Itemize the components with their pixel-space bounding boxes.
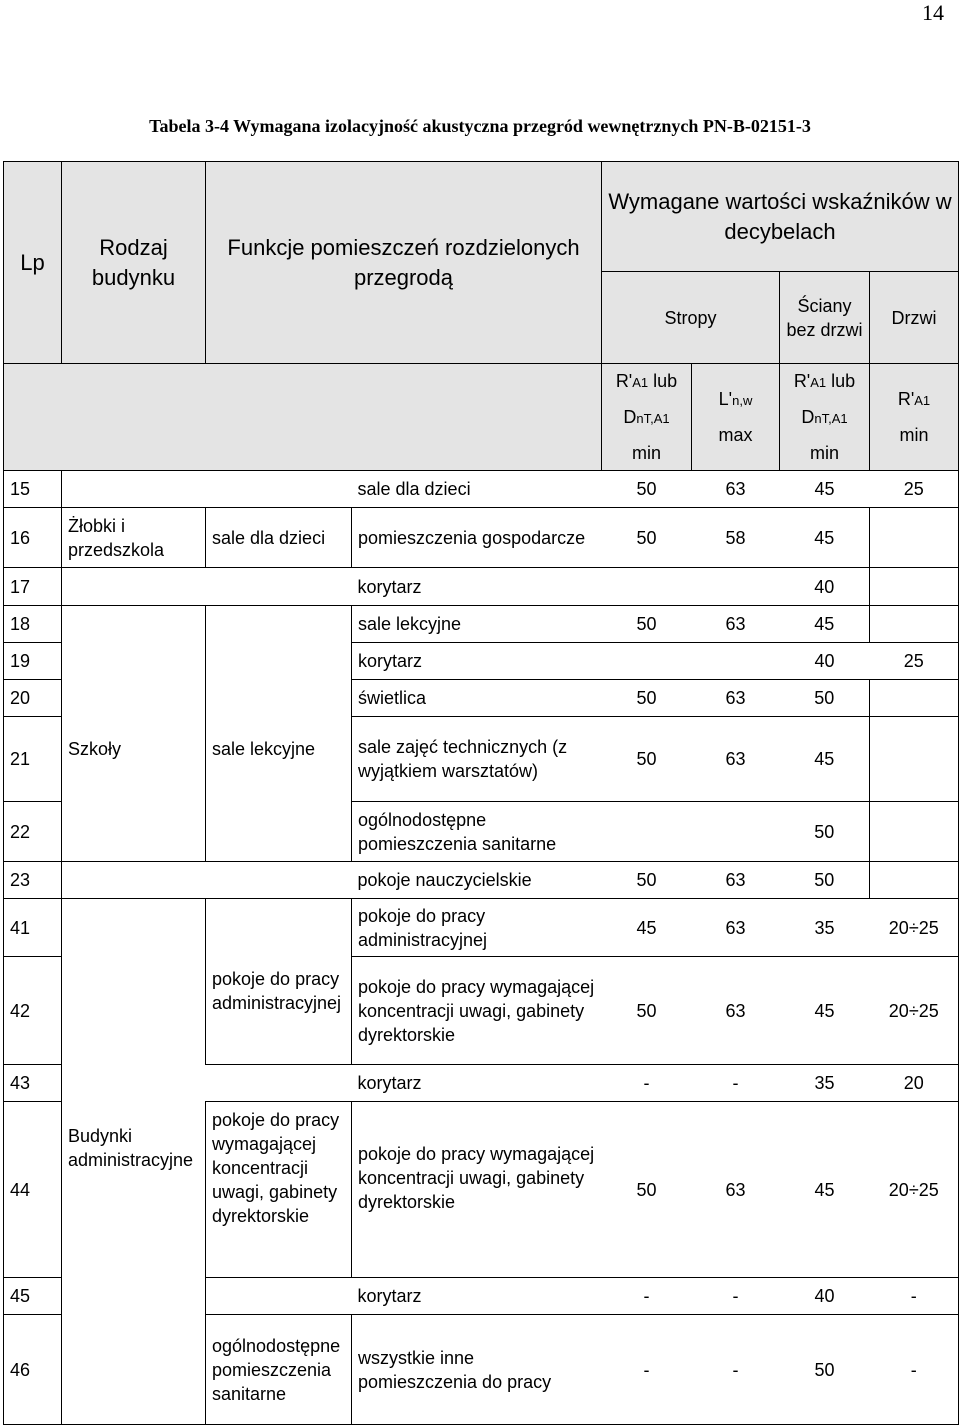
row-func1: pokoje do pracy wymagającej koncentracji uwagi, gabinety dyrektorskie bbox=[206, 1102, 352, 1278]
row-lp: 23 bbox=[4, 862, 62, 899]
row-door-value bbox=[870, 508, 959, 568]
header-building-type: Rodzaj budynku bbox=[62, 162, 206, 364]
row-lp: 46 bbox=[4, 1315, 62, 1425]
row-r-value: 50 bbox=[602, 606, 692, 643]
row-building bbox=[62, 471, 206, 508]
row-l-value: 63 bbox=[692, 471, 780, 508]
row-func2: pokoje do pracy wymagającej koncentracji uwagi, gabinety dyrektorskie bbox=[352, 957, 602, 1065]
header-col-r-door: R'A1 min bbox=[870, 364, 959, 471]
row-door-value bbox=[870, 606, 959, 643]
row-lp: 20 bbox=[4, 680, 62, 717]
row-lp: 18 bbox=[4, 606, 62, 643]
row-func1: sale lekcyjne bbox=[206, 717, 352, 802]
row-func2: pokoje nauczycielskie bbox=[352, 862, 602, 899]
table-row bbox=[4, 1278, 959, 1315]
row-wall-value: 50 bbox=[780, 1315, 870, 1425]
table-row bbox=[4, 606, 959, 643]
row-func2: pokoje do pracy administracyjnej bbox=[352, 899, 602, 957]
row-wall-value: 50 bbox=[780, 862, 870, 899]
table-row bbox=[4, 1102, 959, 1278]
row-func1: ogólnodostępne pomieszczenia sanitarne bbox=[206, 1315, 352, 1425]
table-caption: Tabela 3-4 Wymagana izolacyjność akustyczna przegród wewnętrznych PN-B-02151-3 bbox=[149, 116, 811, 136]
row-func1 bbox=[206, 606, 352, 643]
row-wall-value: 50 bbox=[780, 680, 870, 717]
table-row bbox=[4, 643, 959, 680]
header-blank bbox=[4, 364, 602, 471]
row-func2: sale dla dzieci bbox=[352, 471, 602, 508]
row-r-value: 50 bbox=[602, 957, 692, 1065]
row-lp: 42 bbox=[4, 957, 62, 1065]
row-building bbox=[62, 957, 206, 1065]
row-lp: 15 bbox=[4, 471, 62, 508]
row-r-value: 50 bbox=[602, 862, 692, 899]
row-r-value: 45 bbox=[602, 899, 692, 957]
row-wall-value: 35 bbox=[780, 899, 870, 957]
row-func2: sale lekcyjne bbox=[352, 606, 602, 643]
row-func1 bbox=[206, 899, 352, 957]
row-lp: 45 bbox=[4, 1278, 62, 1315]
row-r-value bbox=[602, 643, 692, 680]
table-row bbox=[4, 957, 959, 1065]
header-lp: Lp bbox=[4, 162, 62, 364]
table-row bbox=[4, 862, 959, 899]
row-l-value: 63 bbox=[692, 1102, 780, 1278]
row-l-value: - bbox=[692, 1065, 780, 1102]
table-row bbox=[4, 568, 959, 606]
row-func2: wszystkie inne pomieszczenia do pracy bbox=[352, 1315, 602, 1425]
row-r-value: - bbox=[602, 1315, 692, 1425]
row-wall-value: 45 bbox=[780, 717, 870, 802]
row-lp: 41 bbox=[4, 899, 62, 957]
row-door-value bbox=[870, 862, 959, 899]
row-func2: pomieszczenia gospodarcze bbox=[352, 508, 602, 568]
row-r-value: - bbox=[602, 1278, 692, 1315]
row-func1 bbox=[206, 680, 352, 717]
row-func2: ogólnodostępne pomieszczenia sanitarne bbox=[352, 802, 602, 862]
row-door-value bbox=[870, 717, 959, 802]
row-lp: 17 bbox=[4, 568, 62, 606]
row-l-value: 63 bbox=[692, 957, 780, 1065]
row-r-value: 50 bbox=[602, 680, 692, 717]
row-lp: 19 bbox=[4, 643, 62, 680]
row-building bbox=[62, 802, 206, 862]
row-func1 bbox=[206, 471, 352, 508]
row-func1 bbox=[206, 802, 352, 862]
row-func2: korytarz bbox=[352, 1278, 602, 1315]
row-r-value bbox=[602, 802, 692, 862]
table-row bbox=[4, 802, 959, 862]
row-r-value bbox=[602, 568, 692, 606]
row-wall-value: 35 bbox=[780, 1065, 870, 1102]
row-func2: korytarz bbox=[352, 643, 602, 680]
row-door-value: 20 bbox=[870, 1065, 959, 1102]
row-func2: świetlica bbox=[352, 680, 602, 717]
row-building bbox=[62, 680, 206, 717]
row-door-value: 20÷25 bbox=[870, 957, 959, 1065]
row-door-value bbox=[870, 802, 959, 862]
row-r-value: 50 bbox=[602, 471, 692, 508]
row-door-value bbox=[870, 568, 959, 606]
header-walls: Ściany bez drzwi bbox=[780, 272, 870, 364]
row-l-value bbox=[692, 802, 780, 862]
row-building bbox=[62, 568, 206, 606]
row-lp: 21 bbox=[4, 717, 62, 802]
row-wall-value: 45 bbox=[780, 957, 870, 1065]
row-func1 bbox=[206, 1065, 352, 1102]
row-wall-value: 50 bbox=[780, 802, 870, 862]
header-room-functions: Funkcje pomieszczeń rozdzielonych przegrodą bbox=[206, 162, 602, 364]
row-r-value: 50 bbox=[602, 508, 692, 568]
row-r-value: 50 bbox=[602, 717, 692, 802]
row-building bbox=[62, 862, 206, 899]
row-l-value: 63 bbox=[692, 680, 780, 717]
row-wall-value: 45 bbox=[780, 606, 870, 643]
row-building bbox=[62, 643, 206, 680]
row-lp: 16 bbox=[4, 508, 62, 568]
acoustic-insulation-table bbox=[3, 161, 959, 1425]
row-wall-value: 45 bbox=[780, 508, 870, 568]
row-building bbox=[62, 899, 206, 957]
page-number: 14 bbox=[922, 0, 944, 25]
row-lp: 43 bbox=[4, 1065, 62, 1102]
row-l-value: - bbox=[692, 1315, 780, 1425]
row-l-value: - bbox=[692, 1278, 780, 1315]
table-row bbox=[4, 899, 959, 957]
header-doors: Drzwi bbox=[870, 272, 959, 364]
header-required-values: Wymagane wartości wskaźników w decybelach bbox=[602, 162, 959, 272]
row-lp: 22 bbox=[4, 802, 62, 862]
row-wall-value: 40 bbox=[780, 568, 870, 606]
row-func1 bbox=[206, 1278, 352, 1315]
row-func2: pokoje do pracy wymagającej koncentracji uwagi, gabinety dyrektorskie bbox=[352, 1102, 602, 1278]
row-building bbox=[62, 1065, 206, 1102]
row-door-value: 25 bbox=[870, 643, 959, 680]
row-door-value: - bbox=[870, 1315, 959, 1425]
row-l-value: 58 bbox=[692, 508, 780, 568]
row-building bbox=[62, 606, 206, 643]
row-l-value: 63 bbox=[692, 717, 780, 802]
row-building: Budynki administracyjne bbox=[62, 1102, 206, 1278]
header-col-r-floor: R'A1 lub DnT,A1 min bbox=[602, 364, 692, 471]
row-wall-value: 40 bbox=[780, 643, 870, 680]
row-func2: sale zajęć technicznych (z wyjątkiem warsztatów) bbox=[352, 717, 602, 802]
table-row bbox=[4, 508, 959, 568]
header-col-r-wall: R'A1 lub DnT,A1 min bbox=[780, 364, 870, 471]
table-row bbox=[4, 680, 959, 717]
row-l-value: 63 bbox=[692, 862, 780, 899]
row-lp: 44 bbox=[4, 1102, 62, 1278]
row-func1: pokoje do pracy administracyjnej bbox=[206, 957, 352, 1065]
row-l-value bbox=[692, 643, 780, 680]
row-door-value: 20÷25 bbox=[870, 899, 959, 957]
row-l-value bbox=[692, 568, 780, 606]
table-row bbox=[4, 717, 959, 802]
row-wall-value: 40 bbox=[780, 1278, 870, 1315]
row-func1 bbox=[206, 643, 352, 680]
row-wall-value: 45 bbox=[780, 471, 870, 508]
row-building bbox=[62, 1315, 206, 1425]
row-door-value: 20÷25 bbox=[870, 1102, 959, 1278]
row-func2: korytarz bbox=[352, 568, 602, 606]
row-door-value bbox=[870, 680, 959, 717]
row-r-value: 50 bbox=[602, 1102, 692, 1278]
header-col-l-floor: L'n,w max bbox=[692, 364, 780, 471]
row-l-value: 63 bbox=[692, 899, 780, 957]
row-func1 bbox=[206, 862, 352, 899]
header-floors: Stropy bbox=[602, 272, 780, 364]
row-func2: korytarz bbox=[352, 1065, 602, 1102]
table-row bbox=[4, 1315, 959, 1425]
row-wall-value: 45 bbox=[780, 1102, 870, 1278]
table-row bbox=[4, 471, 959, 508]
table-row bbox=[4, 1065, 959, 1102]
row-door-value: 25 bbox=[870, 471, 959, 508]
row-r-value: - bbox=[602, 1065, 692, 1102]
row-building: Szkoły bbox=[62, 717, 206, 802]
row-func1 bbox=[206, 568, 352, 606]
row-func1: sale dla dzieci bbox=[206, 508, 352, 568]
row-building: Żłobki i przedszkola bbox=[62, 508, 206, 568]
row-building bbox=[62, 1278, 206, 1315]
row-l-value: 63 bbox=[692, 606, 780, 643]
row-door-value: - bbox=[870, 1278, 959, 1315]
